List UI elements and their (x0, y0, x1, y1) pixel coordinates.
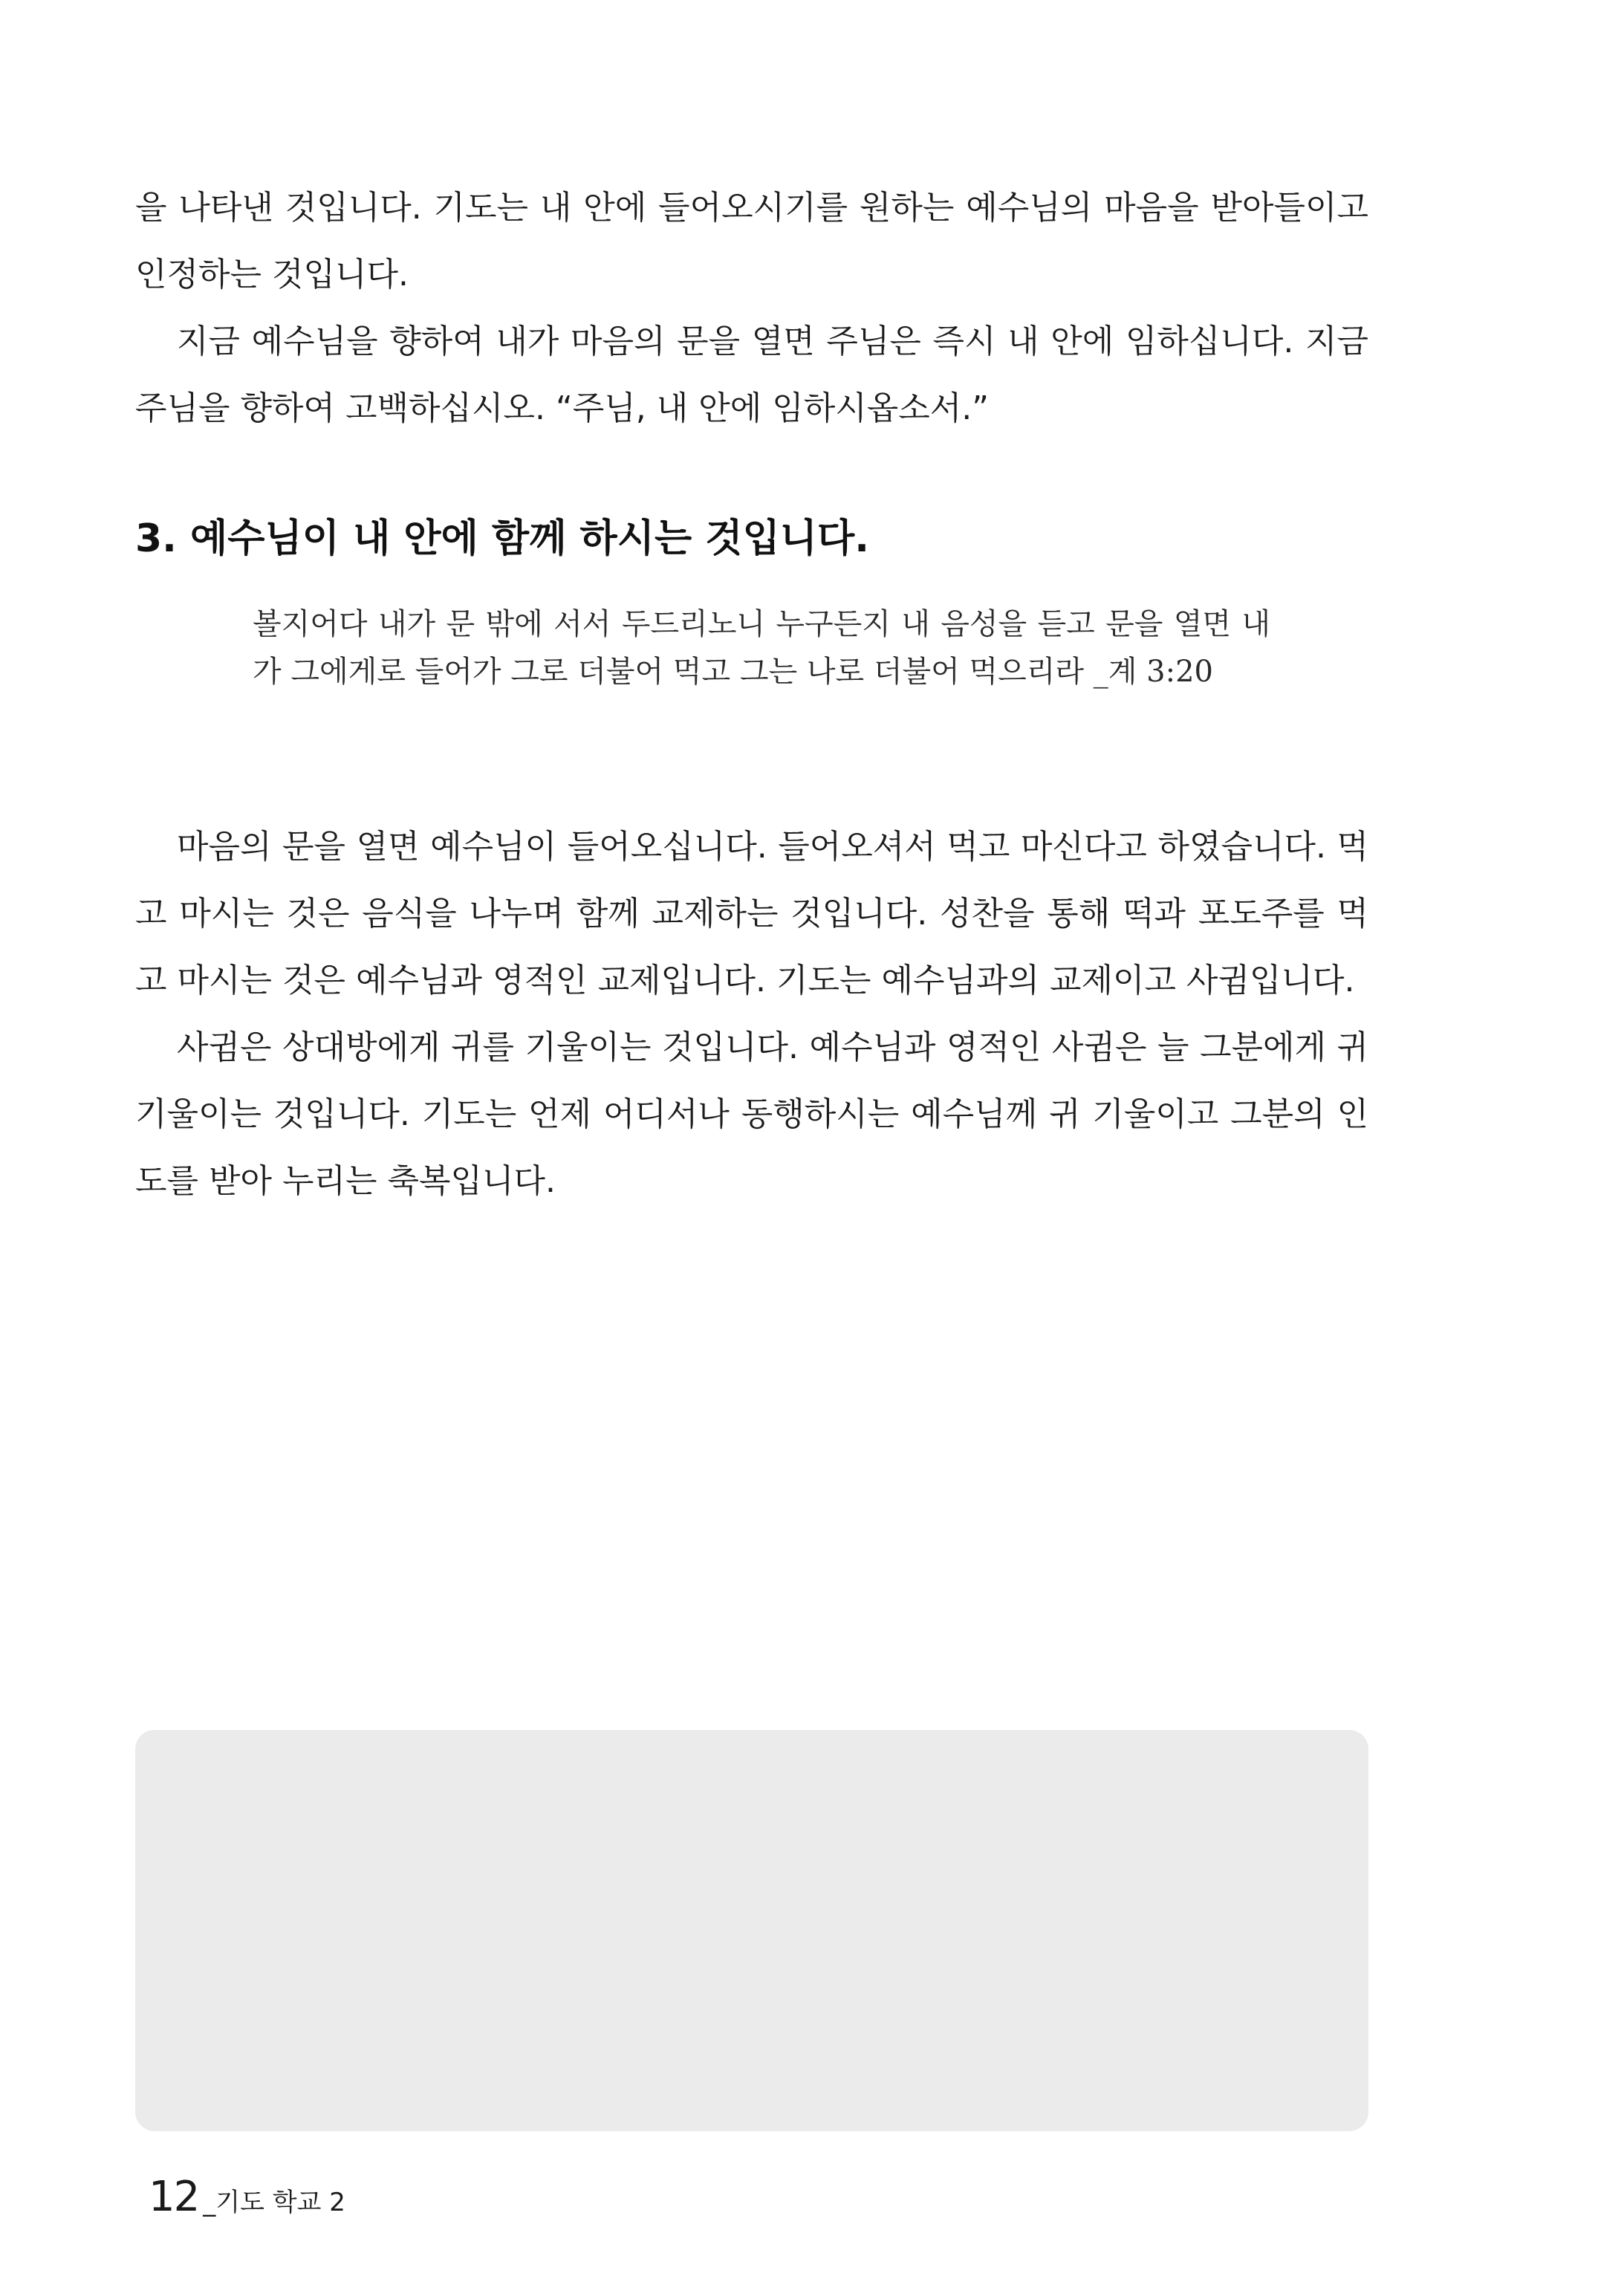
paragraph: 사귐은 상대방에게 귀를 기울이는 것입니다. 예수님과 영적인 사귐은 늘 그분에게 귀 기울이는 것입니다. 기도는 언제 어디서나 동행하시는 예수님께 귀 기울이고 그분의 인도를 받아 누리는 축복입니다. (135, 1028, 1368, 1200)
body-text-bottom (135, 814, 1368, 1215)
gray-note-box (135, 1730, 1368, 2131)
page-footer (149, 2173, 345, 2221)
paragraph: 마음의 문을 열면 예수님이 들어오십니다. 들어오셔서 먹고 마신다고 하였습니다. 먹고 마시는 것은 음식을 나누며 함께 교제하는 것입니다. 성찬을 통해 떡과 포도주를 먹고 마시는 것은 예수님과 영적인 교제입니다. 기도는 예수님과의 교제이고 사귐입니다. (135, 828, 1368, 999)
scripture-text: 볼지어다 내가 문 밖에 서서 두드리노니 누구든지 내 음성을 듣고 문을 열면 내가 그에게로 들어가 그로 더불어 먹고 그는 나로 더불어 먹으리라 _계 3:20 (253, 607, 1270, 689)
book-title: _기도 학교 2 (203, 2188, 345, 2217)
paragraph: 을 나타낸 것입니다. 기도는 내 안에 들어오시기를 원하는 예수님의 마음을 받아들이고 인정하는 것입니다. (135, 189, 1368, 294)
page-number: 12 (149, 2173, 199, 2221)
section-heading: 3. 예수님이 내 안에 함께 하시는 것입니다. (135, 516, 870, 561)
scripture-quote (253, 600, 1270, 696)
body-text-top (135, 175, 1368, 442)
paragraph: 지금 예수님을 향하여 내가 마음의 문을 열면 주님은 즉시 내 안에 임하십니다. 지금 주님을 향하여 고백하십시오. “주님, 내 안에 임하시옵소서.” (135, 322, 1368, 427)
